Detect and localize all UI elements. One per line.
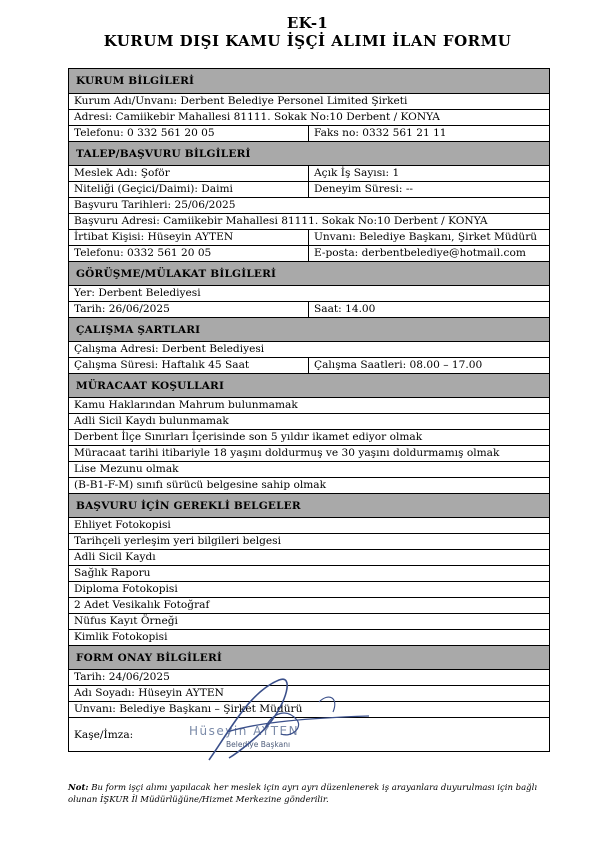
approval-name-row [69,685,549,701]
list-item [69,413,549,429]
work-duration: Çalışma Süresi: Haftalık 45 Saat [69,358,309,373]
document-item: Ehliyet Fotokopisi [74,519,171,531]
job-name: Meslek Adı: Şoför [69,166,309,181]
request-job-row [69,165,549,181]
note-label: Not: [68,783,89,793]
institution-phone: Telefonu: 0 332 561 20 05 [69,126,309,141]
section-request-heading: TALEP/BAŞVURU BİLGİLERİ [69,141,549,165]
requirement-item: Kamu Haklarından Mahrum bulunmamak [74,399,298,411]
footer-note [68,782,558,806]
section-documents-heading: BAŞVURU İÇİN GEREKLİ BELGELER [69,493,549,517]
conditions-address-row [69,341,549,357]
institution-phone-row [69,125,549,141]
document-item: Adli Sicil Kaydı [74,551,156,563]
interview-time: Saat: 14.00 [314,303,376,315]
work-address: Çalışma Adresi: Derbent Belediyesi [74,343,265,355]
document-item: Nüfus Kayıt Örneği [74,615,178,627]
conditions-duration-row [69,357,549,373]
list-item [69,477,549,493]
approval-title-row [69,701,549,717]
list-item [69,629,549,645]
signature-label: Kaşe/İmza: [74,729,134,741]
document-item: 2 Adet Vesikalık Fotoğraf [74,599,210,611]
requirement-item: Adli Sicil Kaydı bulunmamak [74,415,229,427]
contact-email: E-posta: derbentbelediye@hotmail.com [314,247,526,259]
list-item [69,445,549,461]
requirement-item: (B-B1-F-M) sınıfı sürücü belgesine sahip olmak [74,479,327,491]
institution-name: Kurum Adı/Unvanı: Derbent Belediye Personel Limited Şirketi [74,95,408,107]
request-phone-row [69,245,549,261]
request-nature-row [69,181,549,197]
stamp-name: Hüseyin AYTEN [189,724,300,738]
document-item: Tarihçeli yerleşim yeri bilgileri belgesi [74,535,281,547]
contact-person: İrtibat Kişisi: Hüseyin AYTEN [69,230,309,245]
contact-title: Unvanı: Belediye Başkanı, Şirket Müdürü [314,231,538,243]
request-dates-row [69,197,549,213]
work-hours: Çalışma Saatleri: 08.00 – 17.00 [314,359,483,371]
job-nature: Niteliği (Geçici/Daimi): Daimi [69,182,309,197]
experience-duration: Deneyim Süresi: -- [314,183,413,195]
list-item [69,549,549,565]
list-item [69,517,549,533]
section-approval-heading: FORM ONAY BİLGİLERİ [69,645,549,669]
list-item [69,461,549,477]
interview-date-row [69,301,549,317]
section-requirements-heading: MÜRACAAT KOŞULLARI [69,373,549,397]
approver-name: Adı Soyadı: Hüseyin AYTEN [74,687,224,699]
list-item [69,613,549,629]
list-item [69,597,549,613]
application-address: Başvuru Adresi: Camiikebir Mahallesi 81111. Sokak No:10 Derbent / KONYA [74,215,488,227]
request-address-row [69,213,549,229]
openings-count: Açık İş Sayısı: 1 [314,167,400,179]
form-code: EK-1 [286,14,329,32]
institution-fax: Faks no: 0332 561 21 11 [314,127,447,139]
list-item [69,397,549,413]
requirement-item: Müracaat tarihi itibariyle 18 yaşını doldurmuş ve 30 yaşını doldurmamış olmak [74,447,500,459]
list-item [69,581,549,597]
approver-title: Unvanı: Belediye Başkanı – Şirket Müdürü [74,703,303,715]
signature-row [69,717,549,751]
interview-place: Yer: Derbent Belediyesi [74,287,201,299]
interview-date: Tarih: 26/06/2025 [69,302,309,317]
requirement-item: Lise Mezunu olmak [74,463,179,475]
stamp-title: Belediye Başkanı [226,740,291,749]
document-item: Diploma Fotokopisi [74,583,178,595]
section-conditions-heading: ÇALIŞMA ŞARTLARI [69,317,549,341]
interview-place-row [69,285,549,301]
application-dates: Başvuru Tarihleri: 25/06/2025 [74,199,236,211]
list-item [69,565,549,581]
institution-address: Adresi: Camiikebir Mahallesi 81111. Sokak No:10 Derbent / KONYA [74,111,440,123]
form-title: KURUM DIŞI KAMU İŞÇİ ALIMI İLAN FORMU [103,32,512,50]
list-item [69,429,549,445]
contact-phone: Telefonu: 0332 561 20 05 [69,246,309,261]
document-item: Kimlik Fotokopisi [74,631,168,643]
institution-address-row [69,109,549,125]
institution-name-row [69,93,549,109]
announcement-form [68,68,550,752]
approval-date-row [69,669,549,685]
note-text: Bu form işçi alımı yapılacak her meslek için ayrı ayrı düzenlenerek iş arayanlara duyurulması için bağlı olunan İŞKUR İl Müdürlüğüne/Hizmet Merkezine gönderilir. [68,783,538,805]
request-contact-row [69,229,549,245]
list-item [69,533,549,549]
requirement-item: Derbent İlçe Sınırları İçerisinde son 5 yıldır ikamet ediyor olmak [74,431,423,443]
document-item: Sağlık Raporu [74,567,151,579]
section-interview-heading: GÖRÜŞME/MÜLAKAT BİLGİLERİ [69,261,549,285]
approval-date: Tarih: 24/06/2025 [74,671,170,683]
section-institution-heading: KURUM BİLGİLERİ [69,69,549,93]
